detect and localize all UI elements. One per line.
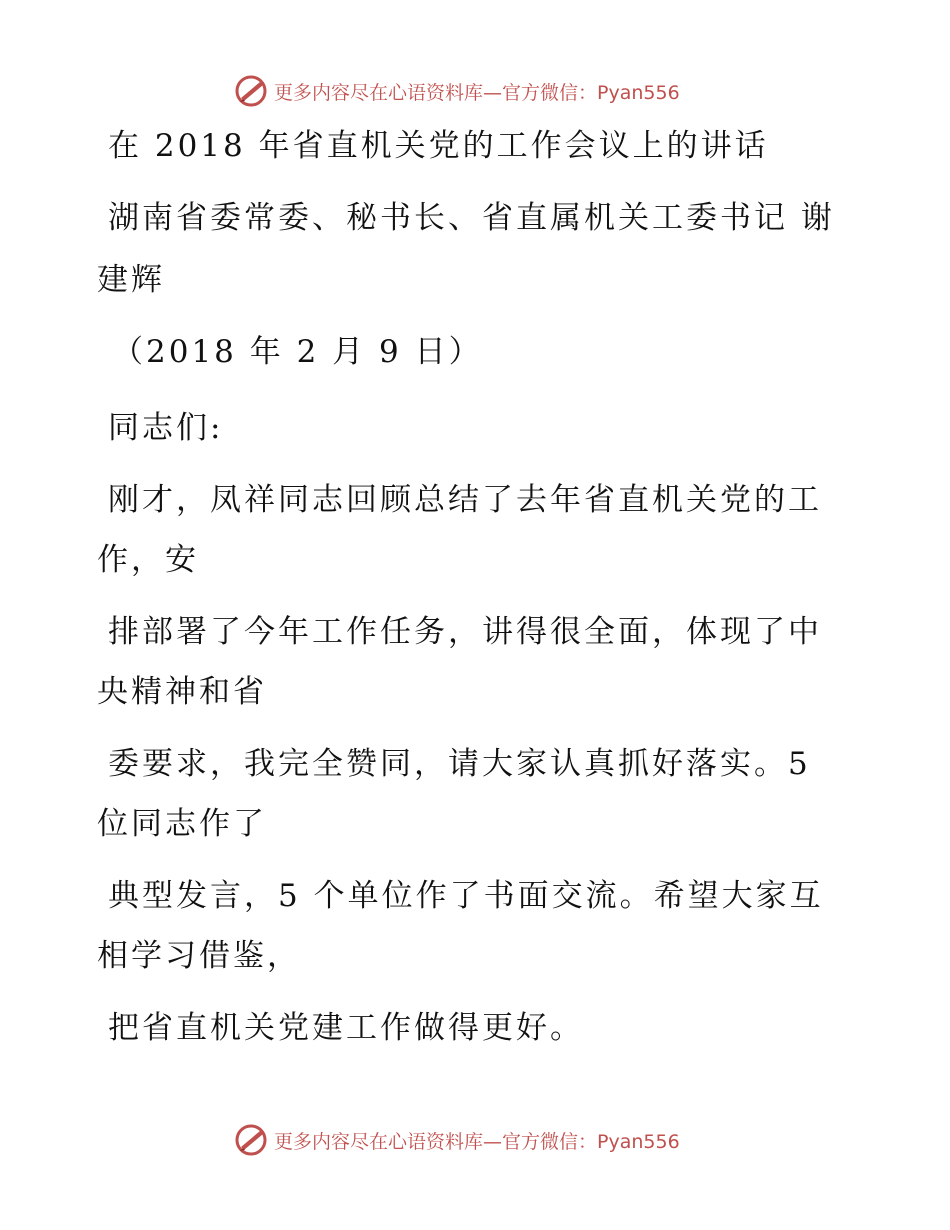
header-watermark (234, 71, 680, 111)
paragraph-line: 作，安 (97, 542, 199, 578)
pen-logo-icon (234, 74, 268, 108)
document-title: 在 2018 年省直机关党的工作会议上的讲话 (108, 128, 769, 164)
footer-watermark (234, 1120, 680, 1160)
paragraph-line: 把省直机关党建工作做得更好。 (108, 1010, 584, 1046)
author-line: 湖南省委常委、秘书长、省直属机关工委书记 谢 (108, 200, 835, 236)
salutation: 同志们: (108, 410, 224, 446)
pen-logo-icon (234, 1123, 268, 1157)
paragraph-line: 排部署了今年工作任务，讲得很全面，体现了中 (108, 614, 822, 650)
paragraph-line: 典型发言，5 个单位作了书面交流。希望大家互 (108, 878, 824, 914)
paragraph-line: 位同志作了 (97, 806, 267, 842)
paragraph-line: 相学习借鉴， (97, 938, 301, 974)
paragraph-line: 刚才，凤祥同志回顾总结了去年省直机关党的工 (108, 482, 822, 518)
watermark-text: 更多内容尽在心语资料库—官方微信：Pyan556 (274, 1130, 680, 1153)
paragraph-line: 委要求，我完全赞同，请大家认真抓好落实。5 (108, 746, 811, 782)
author-line-continued: 建辉 (97, 262, 165, 298)
paragraph-line: 央精神和省 (97, 674, 267, 710)
speech-date: （2018 年 2 月 9 日） (112, 334, 483, 370)
watermark-text: 更多内容尽在心语资料库—官方微信：Pyan556 (274, 81, 680, 104)
